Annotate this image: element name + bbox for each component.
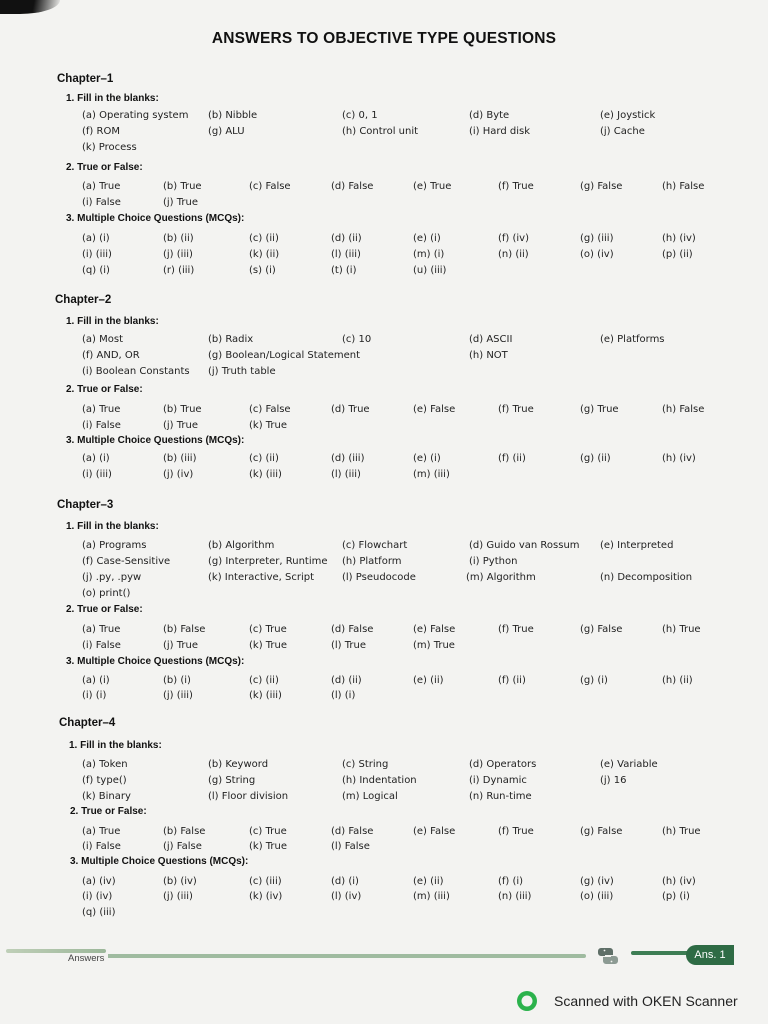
answer-item: (b) (iv) — [163, 876, 197, 887]
answer-item: (j) Cache — [600, 126, 645, 137]
answer-item: (m) (i) — [413, 249, 445, 260]
question-heading: 2. True or False: — [70, 806, 147, 817]
answer-item: (m) Algorithm — [466, 572, 536, 583]
answer-item: (q) (i) — [82, 265, 110, 276]
answer-item: (c) (ii) — [249, 453, 279, 464]
answer-item: (j) Truth table — [208, 366, 276, 377]
footer-rule — [106, 954, 586, 958]
answer-item: (k) Interactive, Script — [208, 572, 315, 583]
question-heading: 1. Fill in the blanks: — [69, 740, 162, 751]
answer-item: (m) (iii) — [413, 891, 450, 902]
answer-item: (b) Algorithm — [208, 540, 275, 551]
answer-item: (h) (ii) — [662, 675, 693, 686]
answer-item: (e) Platforms — [600, 334, 665, 345]
answer-item: (d) ASCII — [469, 334, 513, 345]
answer-item: (p) (i) — [662, 891, 690, 902]
answer-item: (g) Interpreter, Runtime — [208, 556, 328, 567]
answer-item: (b) False — [163, 826, 206, 837]
scan-corner-shadow — [0, 0, 60, 14]
question-heading: 3. Multiple Choice Questions (MCQs): — [70, 856, 249, 867]
answer-item: (a) True — [82, 624, 121, 635]
answer-item: (d) False — [331, 826, 374, 837]
answer-item: (a) (i) — [82, 675, 110, 686]
answer-item: (l) Pseudocode — [342, 572, 416, 583]
answer-item: (g) (i) — [580, 675, 608, 686]
answer-item: (k) Process — [82, 142, 137, 153]
answer-item: (l) (iv) — [331, 891, 362, 902]
answer-item: (h) True — [662, 826, 701, 837]
answer-item: (h) Control unit — [342, 126, 419, 137]
answer-item: (n) (ii) — [498, 249, 529, 260]
answer-item: (q) (iii) — [82, 907, 116, 918]
answer-item: (c) (iii) — [249, 876, 282, 887]
answer-item: (d) (i) — [331, 876, 359, 887]
answer-item: (d) Byte — [469, 110, 510, 121]
answer-item: (c) (ii) — [249, 675, 279, 686]
answer-item: (b) (ii) — [163, 233, 194, 244]
answer-item: (k) True — [249, 420, 288, 431]
scanner-watermark-text: Scanned with OKEN Scanner — [554, 993, 738, 1009]
answer-item: (k) True — [249, 640, 288, 651]
question-heading: 3. Multiple Choice Questions (MCQs): — [66, 656, 245, 667]
chapter-heading: Chapter–2 — [55, 294, 112, 306]
answer-item: (o) print() — [82, 588, 131, 599]
answer-item: (k) (iii) — [249, 690, 282, 701]
answer-item: (f) ROM — [82, 126, 120, 137]
answer-item: (e) (i) — [413, 233, 441, 244]
answer-item: (h) False — [662, 404, 705, 415]
answer-item: (f) (ii) — [498, 453, 526, 464]
answer-item: (e) True — [413, 181, 452, 192]
answer-item: (a) True — [82, 181, 121, 192]
question-heading: 1. Fill in the blanks: — [66, 93, 159, 104]
answer-item: (d) (ii) — [331, 675, 362, 686]
answer-item: (a) Programs — [82, 540, 147, 551]
answer-item: (l) True — [331, 640, 366, 651]
answer-item: (g) Boolean/Logical Statement — [208, 350, 361, 361]
answer-item: (l) Floor division — [208, 791, 289, 802]
answer-item: (b) True — [163, 181, 202, 192]
answer-item: (p) (ii) — [662, 249, 693, 260]
answer-item: (j) (iii) — [163, 249, 193, 260]
answer-item: (e) (ii) — [413, 675, 444, 686]
answer-item: (a) True — [82, 826, 121, 837]
answer-item: (i) (iii) — [82, 469, 112, 480]
answer-item: (i) Boolean Constants — [82, 366, 190, 377]
page-footer — [6, 945, 756, 965]
answer-item: (f) True — [498, 404, 534, 415]
answer-item: (d) Guido van Rossum — [469, 540, 580, 551]
answer-item: (h) NOT — [469, 350, 508, 361]
answer-item: (i) Hard disk — [469, 126, 530, 137]
answer-item: (g) False — [580, 181, 623, 192]
answer-item: (i) (iii) — [82, 249, 112, 260]
question-heading: 2. True or False: — [66, 604, 143, 615]
answer-item: (s) (i) — [249, 265, 276, 276]
question-heading: 3. Multiple Choice Questions (MCQs): — [66, 435, 245, 446]
answer-item: (c) String — [342, 759, 389, 770]
answer-item: (h) Platform — [342, 556, 402, 567]
answer-item: (d) False — [331, 181, 374, 192]
answer-item: (f) AND, OR — [82, 350, 140, 361]
oken-scanner-icon — [516, 990, 538, 1012]
answer-item: (e) Interpreted — [600, 540, 674, 551]
answer-item: (b) Keyword — [208, 759, 269, 770]
answer-item: (e) (ii) — [413, 876, 444, 887]
answer-item: (r) (iii) — [163, 265, 195, 276]
answer-item: (h) (iv) — [662, 876, 696, 887]
answer-item: (b) (iii) — [163, 453, 197, 464]
answer-item: (a) Most — [82, 334, 123, 345]
answer-item: (h) (iv) — [662, 453, 696, 464]
answer-item: (a) Operating system — [82, 110, 189, 121]
answer-item: (f) True — [498, 624, 534, 635]
answer-item: (c) False — [249, 181, 291, 192]
answer-item: (d) True — [331, 404, 370, 415]
answer-item: (f) Case-Sensitive — [82, 556, 171, 567]
answer-item: (j) (iii) — [163, 891, 193, 902]
answer-item: (g) (iv) — [580, 876, 614, 887]
answer-item: (b) False — [163, 624, 206, 635]
page-number-badge: Ans. 1 — [686, 945, 734, 965]
answer-item: (e) (i) — [413, 453, 441, 464]
answer-item: (c) 0, 1 — [342, 110, 378, 121]
answer-item: (l) (iii) — [331, 249, 361, 260]
answer-item: (c) Flowchart — [342, 540, 408, 551]
answer-item: (g) String — [208, 775, 256, 786]
answer-item: (g) (iii) — [580, 233, 614, 244]
answer-item: (h) False — [662, 181, 705, 192]
answer-item: (n) Run-time — [469, 791, 532, 802]
answer-item: (l) (iii) — [331, 469, 361, 480]
footer-section-label: Answers — [64, 953, 108, 964]
answer-item: (i) False — [82, 420, 121, 431]
answer-item: (i) Python — [469, 556, 518, 567]
answer-item: (h) Indentation — [342, 775, 417, 786]
answer-item: (g) True — [580, 404, 619, 415]
answer-item: (l) (i) — [331, 690, 356, 701]
answer-item: (d) (ii) — [331, 233, 362, 244]
answer-item: (e) False — [413, 826, 456, 837]
answer-item: (f) (iv) — [498, 233, 530, 244]
chapter-heading: Chapter–4 — [59, 717, 116, 729]
answer-item: (c) True — [249, 624, 287, 635]
answer-item: (m) Logical — [342, 791, 398, 802]
answer-item: (c) (ii) — [249, 233, 279, 244]
answer-item: (b) Radix — [208, 334, 254, 345]
footer-rule-right — [631, 951, 689, 955]
answer-item: (a) (i) — [82, 233, 110, 244]
question-heading: 1. Fill in the blanks: — [66, 521, 159, 532]
answer-item: (f) (ii) — [498, 675, 526, 686]
answer-item: (f) (i) — [498, 876, 524, 887]
answer-item: (b) (i) — [163, 675, 191, 686]
answer-item: (f) type() — [82, 775, 127, 786]
answer-item: (a) (i) — [82, 453, 110, 464]
question-heading: 1. Fill in the blanks: — [66, 316, 159, 327]
python-logo-icon — [594, 945, 622, 967]
answer-item: (g) False — [580, 624, 623, 635]
answer-item: (k) (iii) — [249, 469, 282, 480]
answer-item: (n) Decomposition — [600, 572, 693, 583]
scanner-watermark — [516, 990, 738, 1012]
answer-item: (j) True — [163, 420, 198, 431]
question-heading: 2. True or False: — [66, 162, 143, 173]
answer-item: (o) (iii) — [580, 891, 614, 902]
answer-item: (l) False — [331, 841, 370, 852]
answer-item: (j) 16 — [600, 775, 627, 786]
question-heading: 3. Multiple Choice Questions (MCQs): — [66, 213, 245, 224]
answer-item: (u) (iii) — [413, 265, 447, 276]
answer-item: (j) False — [163, 841, 202, 852]
answer-item: (k) True — [249, 841, 288, 852]
answer-item: (a) Token — [82, 759, 128, 770]
answer-item: (i) False — [82, 197, 121, 208]
answer-item: (b) True — [163, 404, 202, 415]
answer-item: (k) (ii) — [249, 249, 280, 260]
answer-item: (h) True — [662, 624, 701, 635]
answer-item: (f) True — [498, 826, 534, 837]
answer-item: (d) False — [331, 624, 374, 635]
answer-item: (i) Dynamic — [469, 775, 527, 786]
answer-item: (a) True — [82, 404, 121, 415]
answer-item: (c) False — [249, 404, 291, 415]
answer-item: (i) (i) — [82, 690, 107, 701]
answer-item: (j) True — [163, 640, 198, 651]
answer-item: (g) (ii) — [580, 453, 611, 464]
answer-item: (b) Nibble — [208, 110, 258, 121]
answer-item: (e) False — [413, 404, 456, 415]
answer-item: (a) (iv) — [82, 876, 116, 887]
answer-item: (c) 10 — [342, 334, 372, 345]
answer-item: (i) (iv) — [82, 891, 113, 902]
answer-item: (k) Binary — [82, 791, 131, 802]
question-heading: 2. True or False: — [66, 384, 143, 395]
answer-item: (j) True — [163, 197, 198, 208]
answer-item: (g) ALU — [208, 126, 245, 137]
answer-item: (h) (iv) — [662, 233, 696, 244]
answer-item: (d) Operators — [469, 759, 537, 770]
answer-item: (c) True — [249, 826, 287, 837]
answer-item: (f) True — [498, 181, 534, 192]
answer-item: (i) False — [82, 640, 121, 651]
answer-item: (i) False — [82, 841, 121, 852]
chapter-heading: Chapter–1 — [57, 73, 114, 85]
answer-item: (j) (iv) — [163, 469, 194, 480]
answer-item: (e) False — [413, 624, 456, 635]
answer-item: (j) .py, .pyw — [82, 572, 142, 583]
answer-item: (g) False — [580, 826, 623, 837]
answer-item: (m) (iii) — [413, 469, 450, 480]
page-title: ANSWERS TO OBJECTIVE TYPE QUESTIONS — [211, 30, 557, 47]
answer-item: (j) (iii) — [163, 690, 193, 701]
answer-item: (n) (iii) — [498, 891, 532, 902]
answer-item: (m) True — [413, 640, 455, 651]
answer-item: (k) (iv) — [249, 891, 283, 902]
answer-item: (d) (iii) — [331, 453, 365, 464]
answer-item: (e) Joystick — [600, 110, 656, 121]
answer-item: (o) (iv) — [580, 249, 614, 260]
chapter-heading: Chapter–3 — [57, 499, 114, 511]
answer-item: (t) (i) — [331, 265, 357, 276]
answer-item: (e) Variable — [600, 759, 658, 770]
